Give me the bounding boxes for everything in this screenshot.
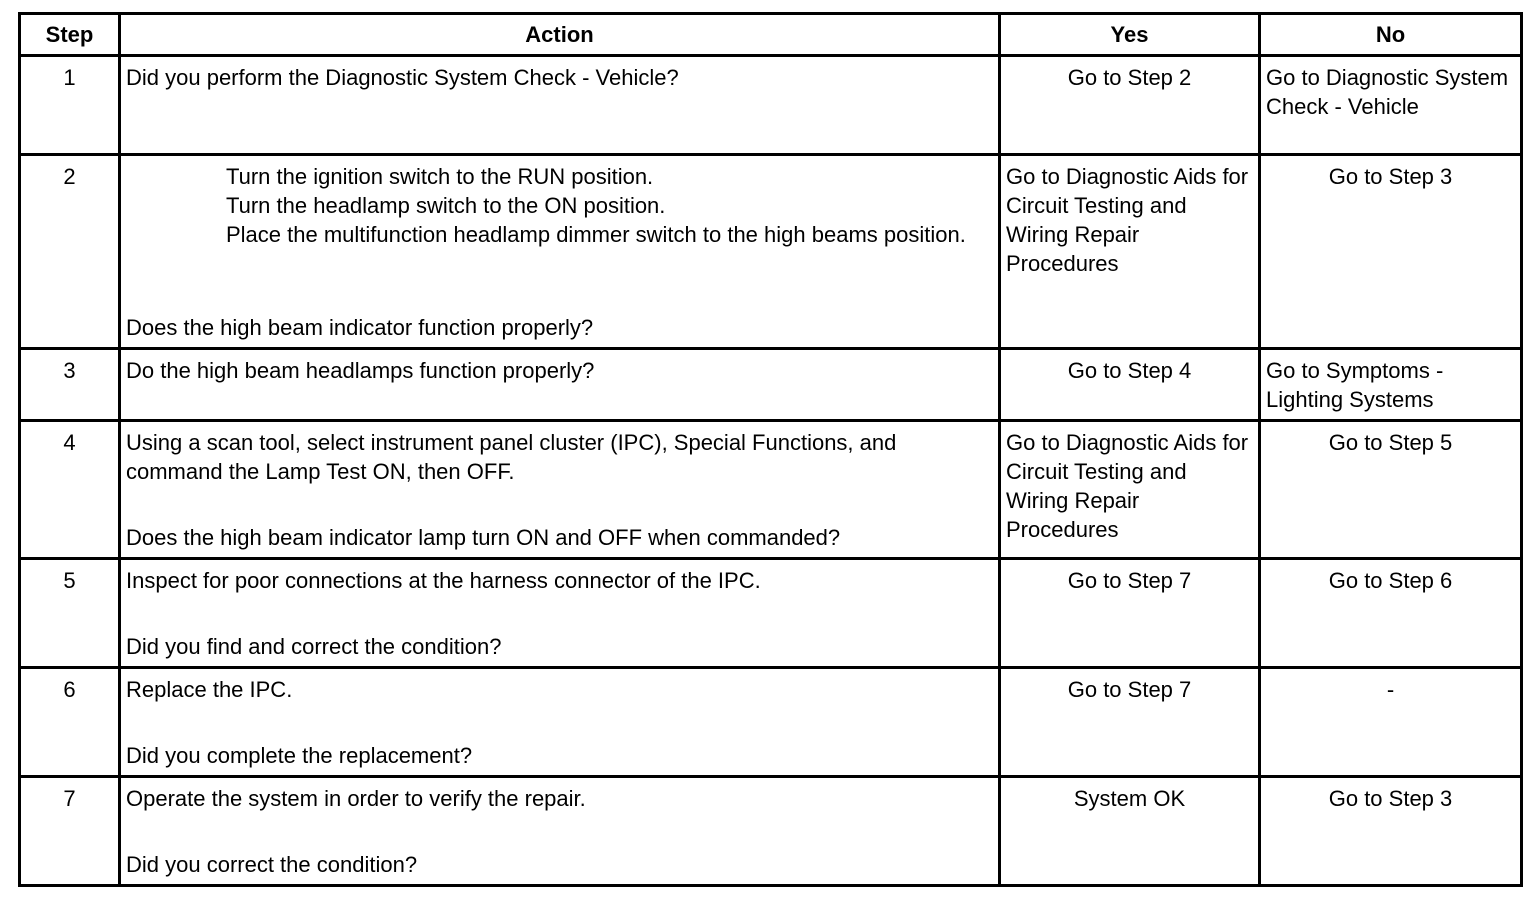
header-row [20, 14, 1522, 56]
table-row [20, 56, 1522, 155]
yes-cell: Go to Diagnostic Aids for Circuit Testing and Wiring Repair Procedures [1000, 155, 1260, 349]
action-text: Place the multifunction headlamp dimmer switch to the high beams position. [226, 222, 966, 247]
step-number: 1 [20, 56, 120, 155]
table-row [20, 155, 1522, 349]
action-text: Inspect for poor connections at the harness connector of the IPC. [126, 568, 761, 593]
no-cell: - [1260, 668, 1522, 777]
yes-cell: Go to Step 4 [1000, 349, 1260, 421]
action-cell [120, 155, 1000, 349]
action-cell [120, 668, 1000, 777]
action-text: Turn the ignition switch to the RUN position. [226, 164, 654, 189]
table-row [20, 421, 1522, 559]
action-cell [120, 777, 1000, 886]
header-no: No [1260, 14, 1522, 56]
action-question: Does the high beam indicator lamp turn ON and OFF when commanded? [126, 525, 841, 550]
yes-cell: System OK [1000, 777, 1260, 886]
no-cell: Go to Step 3 [1260, 777, 1522, 886]
step-number: 3 [20, 349, 120, 421]
action-cell [120, 559, 1000, 668]
action-text: Turn the headlamp switch to the ON position. [226, 193, 666, 218]
step-number: 5 [20, 559, 120, 668]
yes-cell: Go to Diagnostic Aids for Circuit Testing and Wiring Repair Procedures [1000, 421, 1260, 559]
table-row [20, 349, 1522, 421]
action-question: Did you find and correct the condition? [126, 634, 502, 659]
table-row [20, 559, 1522, 668]
no-cell: Go to Symptoms - Lighting Systems [1260, 349, 1522, 421]
diagnostic-table [18, 12, 1523, 887]
action-question: Does the high beam indicator function properly? [126, 315, 594, 340]
yes-cell: Go to Step 7 [1000, 668, 1260, 777]
no-cell: Go to Step 6 [1260, 559, 1522, 668]
action-question: Did you correct the condition? [126, 852, 418, 877]
table-row [20, 668, 1522, 777]
no-cell: Go to Step 3 [1260, 155, 1522, 349]
no-cell: Go to Diagnostic System Check - Vehicle [1260, 56, 1522, 155]
step-number: 6 [20, 668, 120, 777]
action-text: Using a scan tool, select instrument panel cluster (IPC), Special Functions, and command the Lamp Test ON, then OFF. [126, 430, 897, 484]
yes-cell: Go to Step 7 [1000, 559, 1260, 668]
action-cell [120, 56, 1000, 155]
action-text: Did you perform the Diagnostic System Check - Vehicle? [126, 65, 679, 90]
header-action: Action [120, 14, 1000, 56]
table-row [20, 777, 1522, 886]
action-text: Replace the IPC. [126, 677, 293, 702]
action-question: Did you complete the replacement? [126, 743, 473, 768]
action-text: Operate the system in order to verify the repair. [126, 786, 586, 811]
yes-cell: Go to Step 2 [1000, 56, 1260, 155]
no-cell: Go to Step 5 [1260, 421, 1522, 559]
action-cell [120, 421, 1000, 559]
action-text: Do the high beam headlamps function properly? [126, 358, 595, 383]
step-number: 7 [20, 777, 120, 886]
header-yes: Yes [1000, 14, 1260, 56]
step-number: 2 [20, 155, 120, 349]
step-number: 4 [20, 421, 120, 559]
action-cell [120, 349, 1000, 421]
header-step: Step [20, 14, 120, 56]
